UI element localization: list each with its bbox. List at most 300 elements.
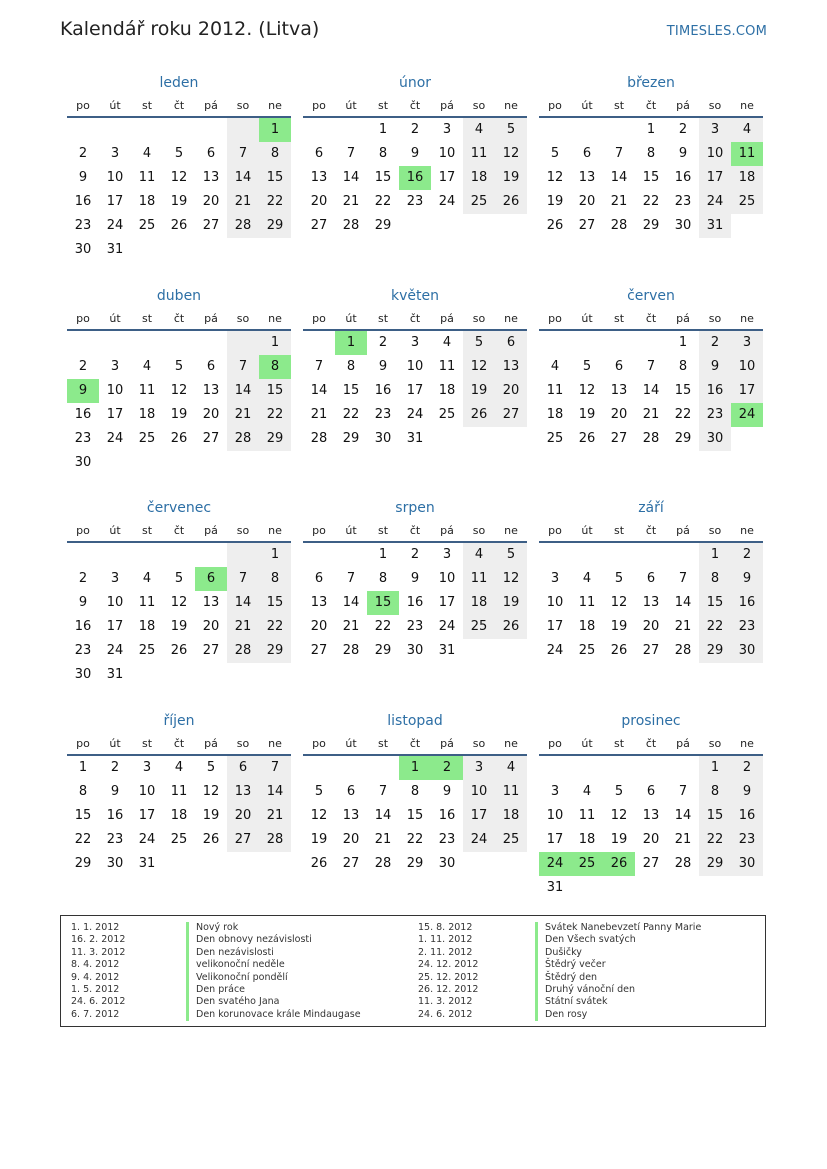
legend-holiday-name: Den nezávislosti	[186, 947, 274, 959]
calendar-day: 22	[259, 190, 291, 214]
calendar-day: 3	[731, 331, 763, 355]
weeks-grid	[303, 756, 527, 876]
legend-row	[71, 996, 411, 1008]
calendar-day: 28	[227, 214, 259, 238]
calendar-day: 21	[310, 407, 328, 422]
calendar-day: 21	[342, 619, 360, 634]
calendar-day: 17	[438, 170, 456, 185]
empty-day	[163, 852, 195, 876]
empty-day	[571, 756, 603, 780]
holiday-day: 1	[335, 331, 367, 355]
empty-day	[539, 756, 571, 780]
calendar-day: 27	[578, 218, 596, 233]
week-row	[539, 876, 763, 900]
month-7	[303, 497, 527, 663]
legend-date: 11. 3. 2012	[71, 946, 126, 958]
weekday-label: út	[109, 524, 121, 537]
calendar-day: 19	[310, 832, 328, 847]
calendar-day: 16	[674, 170, 692, 185]
legend-date: 8. 4. 2012	[71, 959, 120, 971]
weekday-label: út	[345, 737, 357, 750]
legend-row	[71, 959, 411, 971]
calendar-day: 17	[406, 383, 424, 398]
calendar-day: 22	[642, 194, 660, 209]
calendar-day: 9	[410, 571, 420, 586]
calendar-day: 14	[227, 379, 259, 403]
weekday-label: ne	[740, 99, 754, 112]
calendar-day: 16	[74, 407, 92, 422]
calendar-day: 6	[614, 359, 624, 374]
calendar-day: 4	[442, 335, 452, 350]
weekday-label: ne	[268, 312, 282, 325]
week-row	[539, 190, 763, 214]
calendar-day: 1	[259, 543, 291, 567]
empty-day	[303, 118, 335, 142]
calendar-day: 29	[74, 856, 92, 871]
calendar-day: 31	[106, 242, 124, 257]
holiday-day: 24	[539, 852, 571, 876]
calendar-day: 5	[495, 118, 527, 142]
calendar-day: 29	[699, 852, 731, 876]
calendar-day: 22	[374, 619, 392, 634]
week-row	[539, 804, 763, 828]
weeks-grid	[67, 331, 291, 475]
calendar-day: 25	[731, 190, 763, 214]
week-row	[539, 852, 763, 876]
week-row	[303, 427, 527, 451]
legend-holiday-name: Den svatého Jana	[186, 996, 279, 1008]
calendar-day: 13	[642, 808, 660, 823]
weekday-header	[539, 521, 763, 543]
empty-day	[603, 876, 635, 900]
calendar-day: 22	[674, 407, 692, 422]
week-row	[303, 166, 527, 190]
month-11	[539, 710, 763, 900]
legend-holiday-name: Státní svátek	[535, 996, 607, 1008]
calendar-day: 28	[610, 218, 628, 233]
calendar-day: 26	[170, 431, 188, 446]
legend-row	[418, 972, 758, 984]
calendar-day: 10	[438, 571, 456, 586]
calendar-day: 6	[227, 756, 259, 780]
calendar-day: 8	[259, 142, 291, 166]
calendar-day: 21	[610, 194, 628, 209]
calendar-day: 31	[106, 667, 124, 682]
weekday-label: út	[109, 312, 121, 325]
calendar-day: 18	[578, 832, 596, 847]
empty-day	[163, 238, 195, 262]
calendar-day: 14	[374, 808, 392, 823]
empty-day	[495, 427, 527, 451]
calendar-day: 13	[202, 383, 220, 398]
calendar-day: 12	[578, 383, 596, 398]
empty-day	[67, 543, 99, 567]
calendar-day: 3	[550, 571, 560, 586]
week-row	[539, 427, 763, 451]
weekday-label: pá	[676, 312, 690, 325]
calendar-day: 18	[138, 407, 156, 422]
empty-day	[227, 663, 259, 687]
empty-day	[195, 543, 227, 567]
week-row	[539, 567, 763, 591]
week-row	[67, 403, 291, 427]
calendar-day: 21	[642, 407, 660, 422]
calendar-day: 23	[374, 407, 392, 422]
week-row	[303, 543, 527, 567]
calendar-day: 23	[74, 431, 92, 446]
week-row	[539, 615, 763, 639]
weekday-label: čt	[173, 737, 185, 750]
brand-link[interactable]: TIMESLES.COM	[666, 24, 767, 39]
calendar-day: 17	[106, 194, 124, 209]
calendar-day: 15	[699, 804, 731, 828]
calendar-day: 18	[463, 166, 495, 190]
calendar-day: 25	[438, 407, 456, 422]
calendar-day: 27	[310, 643, 328, 658]
empty-day	[667, 756, 699, 780]
week-row	[303, 639, 527, 663]
holiday-day: 11	[731, 142, 763, 166]
week-row	[67, 591, 291, 615]
calendar-day: 29	[642, 218, 660, 233]
legend-row	[71, 984, 411, 996]
legend-date: 24. 6. 2012	[418, 1008, 473, 1020]
empty-day	[539, 118, 571, 142]
calendar-day: 19	[170, 619, 188, 634]
legend-row	[418, 959, 758, 971]
empty-day	[163, 543, 195, 567]
calendar-day: 6	[206, 359, 216, 374]
calendar-day: 7	[378, 784, 388, 799]
calendar-day: 16	[106, 808, 124, 823]
calendar-day: 8	[378, 571, 388, 586]
calendar-day: 3	[463, 756, 495, 780]
month-title: srpen	[395, 500, 435, 516]
empty-day	[131, 331, 163, 355]
week-row	[539, 591, 763, 615]
calendar-day: 2	[731, 543, 763, 567]
weekday-label: po	[548, 524, 562, 537]
calendar-day: 29	[259, 427, 291, 451]
empty-day	[195, 451, 227, 475]
calendar-day: 5	[614, 784, 624, 799]
calendar-day: 29	[406, 856, 424, 871]
weekday-label: čt	[409, 524, 421, 537]
calendar-day: 3	[142, 760, 152, 775]
calendar-day: 12	[546, 170, 564, 185]
legend-holiday-name: Druhý vánoční den	[535, 984, 635, 996]
calendar-day: 1	[699, 543, 731, 567]
calendar-day: 24	[546, 643, 564, 658]
week-row	[539, 828, 763, 852]
empty-day	[99, 451, 131, 475]
holiday-day: 1	[399, 756, 431, 780]
calendar-day: 30	[374, 431, 392, 446]
empty-day	[303, 756, 335, 780]
calendar-day: 23	[74, 218, 92, 233]
calendar-day: 17	[699, 166, 731, 190]
weekday-label: ne	[268, 524, 282, 537]
legend-date: 26. 12. 2012	[418, 983, 479, 995]
calendar-day: 12	[170, 170, 188, 185]
weekday-label: čt	[173, 524, 185, 537]
calendar-day: 25	[138, 643, 156, 658]
calendar-day: 26	[170, 218, 188, 233]
calendar-day: 20	[495, 379, 527, 403]
empty-day	[303, 543, 335, 567]
empty-day	[699, 876, 731, 900]
calendar-day: 23	[106, 832, 124, 847]
calendar-day: 5	[550, 146, 560, 161]
empty-day	[195, 331, 227, 355]
calendar-day: 28	[227, 639, 259, 663]
calendar-day: 3	[410, 335, 420, 350]
legend-holiday-name: Štědrý den	[535, 972, 597, 984]
weeks-grid	[67, 756, 291, 876]
calendar-day: 7	[227, 567, 259, 591]
week-row	[67, 828, 291, 852]
month-title: květen	[391, 288, 439, 304]
calendar-day: 14	[227, 591, 259, 615]
holiday-day: 9	[67, 379, 99, 403]
weekday-label: so	[708, 312, 722, 325]
calendar-day: 2	[699, 331, 731, 355]
calendar-day: 20	[202, 619, 220, 634]
calendar-day: 27	[202, 431, 220, 446]
empty-day	[163, 118, 195, 142]
calendar-day: 12	[610, 595, 628, 610]
calendar-day: 22	[699, 828, 731, 852]
calendar-day: 15	[674, 383, 692, 398]
month-4	[303, 285, 527, 451]
calendar-day: 10	[438, 146, 456, 161]
weekday-label: so	[236, 312, 250, 325]
weekday-label: ne	[504, 524, 518, 537]
weekday-label: čt	[173, 99, 185, 112]
calendar-day: 29	[259, 214, 291, 238]
week-row	[67, 567, 291, 591]
weekday-label: po	[76, 312, 90, 325]
calendar-day: 9	[78, 595, 88, 610]
week-row	[67, 780, 291, 804]
weekday-label: ne	[504, 312, 518, 325]
legend-row	[71, 947, 411, 959]
empty-day	[603, 118, 635, 142]
week-row	[303, 379, 527, 403]
calendar-day: 26	[495, 615, 527, 639]
calendar-day: 23	[74, 643, 92, 658]
holiday-day: 6	[195, 567, 227, 591]
weekday-label: po	[312, 737, 326, 750]
week-row	[303, 780, 527, 804]
weeks-grid	[303, 331, 527, 451]
calendar-day: 19	[610, 619, 628, 634]
legend-row	[418, 996, 758, 1008]
calendar-day: 16	[374, 383, 392, 398]
calendar-day: 19	[495, 166, 527, 190]
month-3	[67, 285, 291, 475]
calendar-day: 18	[546, 407, 564, 422]
calendar-day: 15	[374, 170, 392, 185]
weekday-label: st	[141, 737, 153, 750]
calendar-day: 19	[495, 591, 527, 615]
empty-day	[163, 331, 195, 355]
calendar-day: 30	[106, 856, 124, 871]
empty-day	[259, 238, 291, 262]
month-6	[67, 497, 291, 687]
weekday-label: čt	[409, 99, 421, 112]
week-row	[303, 403, 527, 427]
calendar-day: 21	[227, 190, 259, 214]
calendar-day: 2	[410, 547, 420, 562]
calendar-day: 17	[438, 595, 456, 610]
legend-holiday-name: Den rosy	[535, 1009, 587, 1021]
holiday-day: 25	[571, 852, 603, 876]
legend-holiday-name: Svátek Nanebevzetí Panny Marie	[535, 922, 701, 934]
calendar-day: 30	[438, 856, 456, 871]
calendar-day: 30	[674, 218, 692, 233]
weeks-grid	[539, 756, 763, 900]
weeks-grid	[303, 543, 527, 663]
weekday-label: po	[312, 99, 326, 112]
week-row	[539, 639, 763, 663]
empty-day	[131, 663, 163, 687]
week-row	[67, 142, 291, 166]
calendar-day: 8	[378, 146, 388, 161]
calendar-day: 4	[731, 118, 763, 142]
empty-day	[227, 451, 259, 475]
month-9	[67, 710, 291, 876]
calendar-day: 18	[138, 619, 156, 634]
empty-day	[303, 331, 335, 355]
calendar-day: 12	[610, 808, 628, 823]
weekday-header	[303, 309, 527, 331]
calendar-day: 21	[259, 804, 291, 828]
calendar-day: 17	[138, 808, 156, 823]
calendar-day: 13	[342, 808, 360, 823]
weekday-label: po	[312, 312, 326, 325]
calendar-day: 2	[78, 571, 88, 586]
weekday-label: st	[377, 524, 389, 537]
calendar-day: 10	[463, 780, 495, 804]
empty-day	[539, 543, 571, 567]
empty-day	[571, 876, 603, 900]
week-row	[539, 403, 763, 427]
weekday-header	[67, 734, 291, 756]
legend-row	[71, 1009, 411, 1021]
week-row	[67, 543, 291, 567]
calendar-day: 20	[310, 619, 328, 634]
calendar-day: 3	[699, 118, 731, 142]
weekday-label: pá	[676, 737, 690, 750]
empty-day	[335, 543, 367, 567]
calendar-day: 13	[202, 595, 220, 610]
calendar-day: 24	[106, 218, 124, 233]
empty-day	[431, 214, 463, 238]
calendar-day: 19	[546, 194, 564, 209]
calendar-day: 15	[259, 379, 291, 403]
calendar-day: 3	[442, 547, 452, 562]
weekday-label: pá	[440, 524, 454, 537]
month-title: červenec	[146, 500, 212, 516]
calendar-day: 1	[259, 331, 291, 355]
weekday-label: st	[141, 312, 153, 325]
weeks-grid	[539, 331, 763, 451]
calendar-day: 10	[731, 355, 763, 379]
legend-holiday-name: Den práce	[186, 984, 245, 996]
weekday-label: pá	[440, 99, 454, 112]
weekday-label: ne	[268, 737, 282, 750]
calendar-day: 1	[378, 547, 388, 562]
empty-day	[67, 118, 99, 142]
calendar-day: 31	[699, 214, 731, 238]
legend-holiday-name: Den Všech svatých	[535, 934, 636, 946]
week-row	[67, 214, 291, 238]
month-title: říjen	[163, 713, 195, 729]
calendar-day: 10	[106, 383, 124, 398]
weekday-label: ne	[504, 737, 518, 750]
calendar-day: 31	[406, 431, 424, 446]
calendar-day: 5	[206, 760, 216, 775]
calendar-day: 28	[674, 643, 692, 658]
calendar-day: 2	[110, 760, 120, 775]
calendar-day: 21	[227, 403, 259, 427]
week-row	[67, 639, 291, 663]
empty-day	[571, 118, 603, 142]
weekday-label: po	[76, 99, 90, 112]
weekday-label: út	[109, 737, 121, 750]
weekday-label: út	[581, 737, 593, 750]
calendar-day: 24	[106, 643, 124, 658]
calendar-day: 5	[463, 331, 495, 355]
empty-day	[227, 852, 259, 876]
calendar-day: 9	[378, 359, 388, 374]
calendar-day: 13	[642, 595, 660, 610]
calendar-day: 25	[170, 832, 188, 847]
weekday-header	[539, 96, 763, 118]
calendar-day: 26	[202, 832, 220, 847]
calendar-day: 8	[646, 146, 656, 161]
calendar-day: 31	[438, 643, 456, 658]
calendar-day: 30	[731, 852, 763, 876]
legend-date: 24. 12. 2012	[418, 959, 479, 971]
calendar-day: 27	[202, 643, 220, 658]
weeks-grid	[539, 118, 763, 238]
week-row	[539, 780, 763, 804]
calendar-day: 25	[495, 828, 527, 852]
weekday-label: so	[708, 737, 722, 750]
calendar-day: 14	[259, 780, 291, 804]
empty-day	[131, 118, 163, 142]
week-row	[303, 190, 527, 214]
calendar-day: 12	[202, 784, 220, 799]
calendar-day: 1	[646, 122, 656, 137]
calendar-day: 29	[259, 639, 291, 663]
calendar-day: 22	[699, 615, 731, 639]
calendar-day: 15	[699, 591, 731, 615]
calendar-day: 9	[442, 784, 452, 799]
calendar-day: 12	[495, 142, 527, 166]
calendar-day: 25	[463, 190, 495, 214]
weekday-label: čt	[645, 737, 657, 750]
calendar-day: 9	[410, 146, 420, 161]
calendar-day: 5	[614, 571, 624, 586]
legend-row	[71, 922, 411, 934]
empty-day	[635, 756, 667, 780]
empty-day	[539, 331, 571, 355]
holiday-day: 16	[399, 166, 431, 190]
weekday-label: st	[613, 524, 625, 537]
